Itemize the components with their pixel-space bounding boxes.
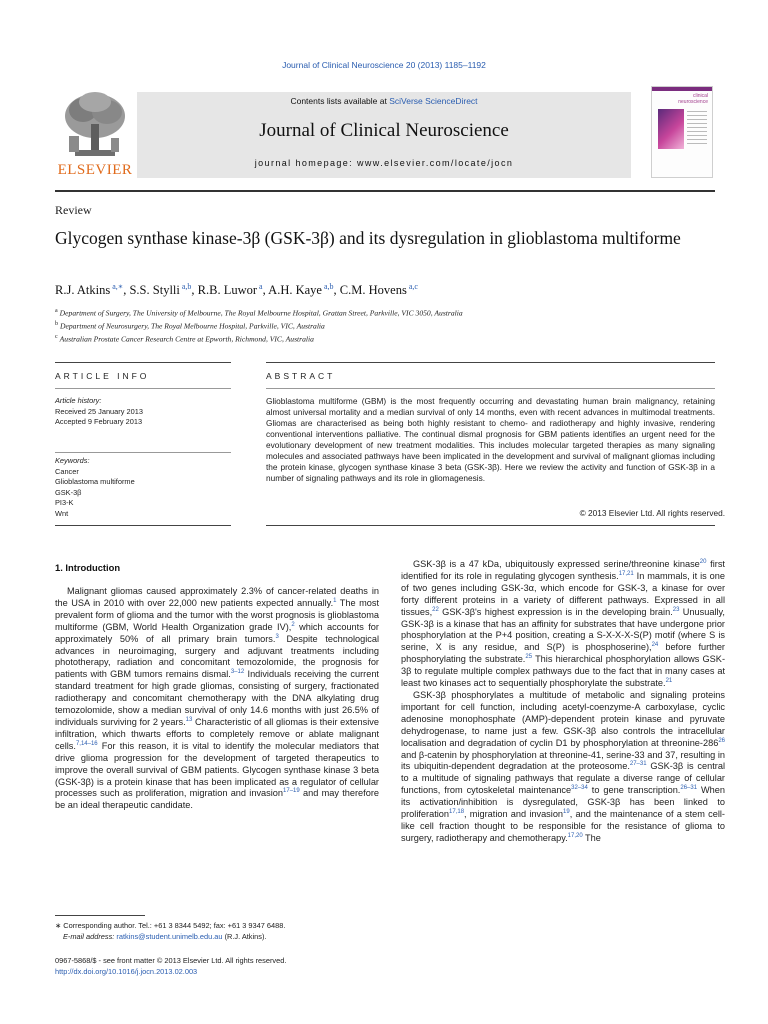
citation-link[interactable]: 13	[185, 716, 193, 723]
citation-link[interactable]: 2	[291, 621, 295, 628]
author-affiliation-marker[interactable]: a,∗	[110, 282, 124, 291]
header-divider	[55, 190, 715, 192]
citation-link[interactable]: 7,14–16	[75, 740, 98, 747]
author-name: A.H. Kaye	[268, 283, 322, 298]
affiliations	[55, 306, 715, 345]
keyword-item: Glioblastoma multiforme	[55, 477, 135, 486]
footnote-rule	[55, 915, 145, 916]
citation-link[interactable]: 25	[525, 654, 533, 661]
sciencedirect-link[interactable]: SciVerse ScienceDirect	[389, 96, 478, 106]
abstract-heading: ABSTRACT	[266, 371, 336, 381]
email-line	[55, 931, 385, 942]
affiliation-marker: b	[55, 321, 58, 328]
abstract-copyright: © 2013 Elsevier Ltd. All rights reserved.	[579, 508, 725, 518]
journal-banner	[137, 92, 631, 178]
affiliation-marker: c	[55, 334, 58, 341]
email-link[interactable]: ratkins@student.unimelb.edu.au	[116, 932, 223, 941]
journal-homepage	[137, 158, 631, 168]
email-suffix: (R.J. Atkins).	[222, 932, 267, 941]
received-date: Received 25 January 2013	[55, 406, 143, 416]
journal-citation-link[interactable]: Journal of Clinical Neuroscience 20 (2013) 1185–1192	[282, 60, 486, 70]
email-label: E-mail address:	[63, 932, 117, 941]
body-column-right	[401, 559, 725, 845]
citation-link[interactable]: 3	[275, 633, 279, 640]
contents-line	[137, 96, 631, 106]
keyword-item: Wnt	[55, 508, 69, 518]
author-name: S.S. Stylli	[129, 283, 180, 298]
citation-link[interactable]: 27–31	[629, 761, 647, 768]
elsevier-logo	[55, 86, 135, 182]
citation-link[interactable]: 21	[665, 678, 673, 684]
issn-line: 0967-5868/$ - see front matter © 2013 Elsevier Ltd. All rights reserved.	[55, 956, 287, 965]
author-affiliation-marker[interactable]: a,b	[321, 282, 334, 291]
article-info-rule-keywords	[55, 452, 231, 453]
issn-block	[55, 955, 455, 977]
affiliation-line	[55, 306, 715, 319]
elsevier-tree-icon	[61, 88, 129, 160]
journal-title: Journal of Clinical Neuroscience	[259, 120, 509, 141]
citation-link[interactable]: 24	[651, 642, 659, 649]
affiliation-text: Department of Surgery, The University of Melbourne, The Royal Melbourne Hospital, Grattan Street, Parkville, VIC 3050, Australia	[59, 308, 463, 318]
abstract-text: Glioblastoma multiforme (GBM) is the most frequently occurring and devastating human brain malignancy, retaining almost universal mortality and a median survival of only 14 months, even with recent advances in multimodal treatments. Gliomas are characterised as being both highly resistant to chemo- and radiotherapy and highly invasive, rendering conventional interventions palliative. The continual dismal prognosis for GBM patients identifies an urgent need for the evolutionary development of new treatment modalities. This includes molecular targeted therapies as many signaling molecules and associated pathways have been implicated in the development and survival of malignant gliomas including the protein kinase, glycogen synthase kinase 3 beta (GSK-3β). Here we review the activity and function of GSK-3β in a number of signaling pathways and its role in gliomagenesis.	[266, 396, 715, 484]
homepage-prefix: journal homepage:	[254, 158, 357, 168]
keyword-item: PI3-K	[55, 498, 74, 507]
article-type: Review	[55, 203, 92, 217]
citation-link[interactable]: 32–34	[571, 785, 588, 792]
body-paragraph: Malignant gliomas caused approximately 2.3% of cancer-related deaths in the USA in 2010 with over 22,000 new patients expected annually.$^1$ The most prevalent form of glioma and the tumor with the worst prognosis is glioblastoma multiforme (GBM, World Health Organization grade IV),$^2$ which accounts for approximately 50% of all primary brain tumors.$^3$ Despite technological advances in neuroimaging, surgery and adjuvant treatments including phototherapy, radiation and concomitant temozolomide, the prognosis for patients with GBM tumors remains dismal.$^{3-12}$ Individuals receiving the current standard treatment for high grade gliomas, consisting of surgery, fractionated radiotherapy and concomitant chemotherapy with the DNA alkylating drug temozolomide, show a median survival of only 14.6 months with just 26.5% of individuals surviving for 2 years.$^{13}$ Characteristic of all gliomas is their extensive infiltration, which thwarts efforts to completely remove or ablate malignant cells.$^{7,14-16}$ For this reason, it is vital to identify the molecular mediators that drive glioma progression for the development of targeted therapeutics to improve the overall survival of GBM patients. Glycogen synthase kinase 3 beta (GSK-3β) is a protein kinase that has been implicated as a regulator of cellular processes such as proliferation, migration and invasion$^{17-19}$ and may therefore be an ideal therapeutic candidate.	[55, 586, 379, 811]
citation-link[interactable]: 20	[699, 558, 707, 565]
citation-link[interactable]: 22	[432, 606, 439, 613]
affiliation-marker: a	[55, 308, 58, 314]
citation-link[interactable]: 17,20	[567, 832, 583, 839]
cover-title: clinical neuroscience	[678, 93, 708, 105]
keywords-block	[55, 456, 231, 519]
article-info-heading: ARTICLE INFO	[55, 371, 150, 381]
author-list: R.J. Atkins $^{a,∗}$, S.S. Stylli $^{a,b}$, R.B. Luwor $^a$, A.H. Kaye $^{a,b}$, C.M. Hovens $^{a,c}$	[55, 282, 418, 298]
citation-link[interactable]: 3–12	[230, 669, 245, 676]
article-info-rule-top	[55, 362, 231, 363]
author-name: R.J. Atkins	[55, 283, 111, 298]
history-label: Article history:	[55, 396, 102, 405]
homepage-url-link[interactable]: www.elsevier.com/locate/jocn	[357, 158, 514, 168]
affiliation-line	[55, 319, 715, 332]
corresponding-author-line: ∗ Corresponding author. Tel.: +61 3 8344 5492; fax: +61 3 9347 6488.	[55, 921, 286, 930]
citation-link[interactable]: 19	[563, 808, 570, 815]
doi-link[interactable]: http://dx.doi.org/10.1016/j.jocn.2013.02.003	[55, 967, 198, 976]
journal-masthead	[55, 86, 715, 184]
body-column-left	[55, 586, 379, 812]
keyword-item: Cancer	[55, 466, 79, 476]
citation-link[interactable]: 17,21	[618, 570, 634, 577]
article-title: Glycogen synthase kinase-3β (GSK-3β) and its dysregulation in glioblastoma multiforme	[55, 228, 681, 248]
body-paragraph: GSK-3β is a 47 kDa, ubiquitously expressed serine/threonine kinase$^{20}$ first identified for its role in regulating glycogen synthesis.$^{17,21}$ In mammals, it is one of two genes including GSK-3α, which encode for GSK-3, a kinase for over forty different proteins in a variety of different pathways. Expressed in all tissues,$^{22}$ GSK-3β's highest expression is in the developing brain.$^{23}$ Unusually, GSK-3β is a kinase that has an affinity for substrates that have undergone prior phosphorylation at the P+4 position, creating a S-X-X-X-S(P) motif (where S is serine, X is any residue, and S(P) is phosphoserine),$^{24}$ before further phosphorylating the substrate.$^{25}$ This hierarchical phosphorylation allows GSK-3β to regulate multiple complex pathways due to the fact that in many cases at least two kinases act to sequentially phosphorylate the substrate.$^{21}$	[401, 558, 725, 689]
citation-link[interactable]: 1	[333, 597, 337, 604]
citation-link[interactable]: 23	[672, 606, 680, 613]
keyword-item: GSK-3β	[55, 487, 82, 497]
abstract-rule-top	[266, 362, 715, 363]
abstract-rule-bottom	[266, 525, 715, 526]
citation-link[interactable]: 26	[718, 737, 725, 744]
affiliation-text: Department of Neurosurgery, The Royal Melbourne Hospital, Parkville, VIC, Australia	[60, 321, 325, 331]
corresponding-author-footnote	[55, 920, 385, 942]
citation-link[interactable]: 17,18	[449, 808, 465, 815]
article-history	[55, 396, 231, 428]
article-info-rule-mid	[55, 388, 231, 389]
author-name: R.B. Luwor	[197, 283, 258, 298]
cover-image	[658, 109, 684, 149]
author-affiliation-marker[interactable]: a,b	[179, 282, 192, 291]
citation-link[interactable]: 17–19	[283, 788, 300, 795]
author-affiliation-marker[interactable]: a	[257, 282, 263, 291]
affiliation-line	[55, 332, 715, 345]
section-heading-introduction: 1. Introduction	[55, 562, 121, 573]
contents-prefix: Contents lists available at	[290, 96, 390, 106]
accepted-date: Accepted 9 February 2013	[55, 417, 143, 426]
cover-band	[652, 87, 712, 91]
elsevier-wordmark: ELSEVIER	[57, 162, 133, 178]
cover-text-lines	[687, 111, 707, 147]
author-affiliation-marker[interactable]: a,c	[406, 282, 418, 291]
author-name: C.M. Hovens	[339, 283, 407, 298]
body-paragraph: GSK-3β phosphorylates a multitude of metabolic and signaling proteins important for cell function, including acetyl-coenzyme-A carboxylase, cyclic adenosine monophosphate (AMP)-dependent protein kinase and pyruvate dehydrogenase, to name just a few. GSK-3β also controls the intracellular localisation and degradation of cyclin D1 by phosphorylation at threonine-$286^{26}$ and β-catenin by phosphorylation at threonine-41, serine-33 and 37, resulting in its ubiquitin-dependent degradation at the proteosome.$^{27-31}$ GSK-3β is central to a multitude of signaling pathways that regulate a diverse range of cellular functions, from cytoskeletal maintenance$^{32-34}$ to gene transcription.$^{26-31}$ When its activation/inhibition is dysregulated, GSK-3β has been linked to proliferation$^{17,18}$, migration and invasion$^{19}$, and the maintenance of a stem cell-like cell fraction thought to be responsible for the resistance of glioma to surgery, radiotherapy and chemotherapy.$^{17,20}$ The	[401, 689, 725, 843]
article-info-rule-bottom	[55, 525, 231, 526]
abstract-rule-mid	[266, 388, 715, 389]
affiliation-text: Australian Prostate Cancer Research Centre at Epworth, Richmond, VIC, Australia	[59, 334, 314, 344]
citation-link[interactable]: 26–31	[680, 785, 698, 792]
journal-cover-thumbnail[interactable]	[651, 86, 713, 178]
keywords-label: Keywords:	[55, 456, 90, 465]
